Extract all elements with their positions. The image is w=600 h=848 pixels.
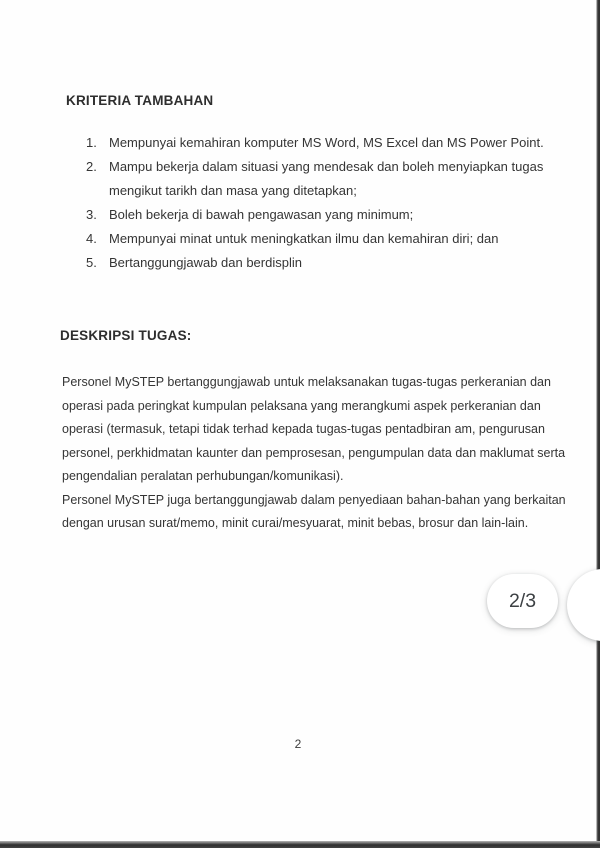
page-indicator-label: 2/3	[508, 589, 537, 612]
list-item-number: 4.	[86, 231, 97, 246]
list-item-text: Bertanggungjawab dan berdisplin	[109, 255, 302, 270]
list-item-text: Mempunyai minat untuk meningkatkan ilmu dan kemahiran diri; dan	[109, 231, 499, 246]
list-item-number: 2.	[86, 159, 97, 174]
photo-right-edge	[596, 0, 600, 848]
heading-deskripsi-tugas: DESKRIPSI TUGAS:	[60, 328, 192, 343]
list-item	[86, 131, 566, 155]
list-item	[86, 203, 566, 227]
heading-kriteria-tambahan: KRITERIA TAMBAHAN	[66, 93, 214, 108]
list-item	[86, 155, 566, 203]
paragraph: Personel MySTEP juga bertanggungjawab dalam penyediaan bahan-bahan yang berkaitan dengan urusan surat/memo, minit curai/mesyuarat, minit bebas, brosur dan lain-lain.	[62, 492, 566, 530]
photo-bottom-edge	[0, 841, 600, 848]
list-item-text: Mempunyai kemahiran komputer MS Word, MS Excel dan MS Power Point.	[109, 135, 544, 150]
list-item-text: Mampu bekerja dalam situasi yang mendesak dan boleh menyiapkan tugas mengikut tarikh dan masa yang ditetapkan;	[109, 159, 544, 198]
list-item	[86, 227, 566, 251]
task-description	[62, 371, 567, 536]
list-item-number: 1.	[86, 135, 97, 150]
criteria-list	[86, 131, 566, 275]
page-number-footer: 2	[294, 737, 302, 751]
page-indicator-pill	[487, 574, 558, 628]
list-item-number: 5.	[86, 255, 97, 270]
list-item-number: 3.	[86, 207, 97, 222]
list-item-text: Boleh bekerja di bawah pengawasan yang minimum;	[109, 207, 414, 222]
list-item	[86, 251, 566, 275]
paragraph: Personel MySTEP bertanggungjawab untuk melaksanakan tugas-tugas perkeranian dan operasi pada peringkat kumpulan pelaksana yang merangkumi aspek perkeranian dan operasi (termasuk, tetapi tidak terhad kepada tugas-tugas pentadbiran am, pengurusan personel, perkhidmatan kaunter dan pemprosesan, pengumpulan data dan maklumat serta pengendalian peralatan perhubungan/komunikasi).	[62, 375, 566, 483]
